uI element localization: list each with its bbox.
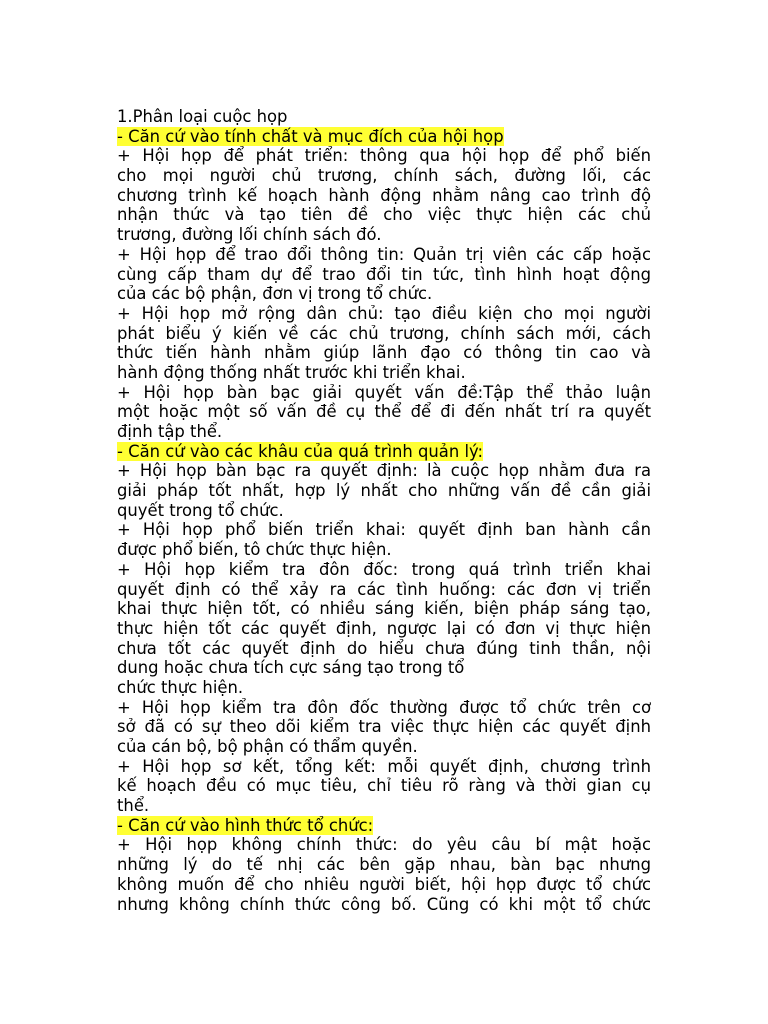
paragraph-line: + Hội họp không chính thức: do yêu câu bí mật hoặc (117, 835, 651, 855)
paragraph-line: phát biểu ý kiến về các chủ trương, chính sách mới, cách (117, 323, 651, 343)
section-heading (117, 816, 651, 836)
paragraph-line: cùng cấp tham dự để trao đổi tin tức, tình hình hoạt động (117, 264, 651, 284)
paragraph-line: hành động thống nhất trước khi triển khai. (117, 362, 466, 382)
paragraph-line: cho mọi người chủ trương, chính sách, đường lối, các (117, 166, 651, 186)
heading-text: - Căn cứ vào các khâu của quá trình quản lý: (117, 441, 484, 461)
paragraph-line: quyết trong tổ chức. (117, 500, 284, 520)
paragraph-line: + Hội họp sơ kết, tổng kết: mỗi quyết định, chương trình (117, 756, 651, 776)
section-heading (117, 442, 651, 462)
paragraph-line: thực hiện tốt các quyết định, ngược lại có đơn vị thực hiện (117, 618, 651, 638)
paragraph-line: trương, đường lối chính sách đó. (117, 225, 382, 245)
paragraph-line: dung hoặc chưa tích cực sáng tạo trong tổ (117, 658, 465, 678)
paragraph-line: thức tiến hành nhằm giúp lãnh đạo có thông tin cao và (117, 343, 651, 363)
paragraph-line: + Hội họp phổ biến triển khai: quyết định ban hành cần (117, 520, 651, 540)
paragraph-line: chương trình kế hoạch hành động nhằm nâng cao trình độ (117, 185, 651, 205)
paragraph-line: + Hội họp kiểm tra đôn đốc thường được tổ chức trên cơ (117, 697, 651, 717)
paragraph-line: + Hội họp bàn bạc ra quyết định: là cuộc họp nhằm đưa ra (117, 461, 651, 481)
paragraph-line: nhưng không chính thức công bố. Cũng có khi một tổ chức (117, 894, 651, 914)
paragraph-line: của các bộ phận, đơn vị trong tổ chức. (117, 284, 433, 304)
paragraph-line: chưa tốt các quyết định do hiểu chưa đúng tinh thần, nội (117, 638, 651, 658)
heading-text: - Căn cứ vào hình thức tổ chức: (117, 815, 374, 835)
paragraph-line: nhận thức và tạo tiên đề cho việc thực hiện các chủ (117, 205, 651, 225)
section-heading (117, 127, 651, 147)
paragraph-line: thể. (117, 796, 150, 816)
paragraph-line: được phổ biến, tô chức thực hiện. (117, 540, 392, 560)
paragraph-line: + Hội họp để trao đổi thông tin: Quản trị viên các cấp hoặc (117, 244, 651, 264)
paragraph-line: kế hoạch đều có mục tiêu, chỉ tiêu rõ ràng và thời gian cụ (117, 776, 651, 796)
paragraph-line: khai thực hiện tốt, có nhiều sáng kiến, biện pháp sáng tạo, (117, 599, 651, 619)
document-page (117, 107, 651, 914)
paragraph-line: + Hội họp mở rộng dân chủ: tạo điều kiện cho mọi người (117, 303, 651, 323)
heading-text: - Căn cứ vào tính chất và mục đích của hội họp (117, 126, 504, 146)
paragraph-line: + Hội họp kiểm tra đôn đốc: trong quá trình triển khai (117, 559, 651, 579)
document-title: 1.Phân loại cuộc họp (117, 107, 288, 126)
paragraph-line: của cán bộ, bộ phận có thẩm quyền. (117, 737, 418, 756)
paragraph-line: định tập thể. (117, 422, 223, 441)
paragraph-line: một hoặc một số vấn đề cụ thể để đi đến nhất trí ra quyết (117, 402, 651, 422)
paragraph-line: chức thực hiện. (117, 677, 244, 697)
paragraph-line: những lý do tế nhị các bên gặp nhau, bàn bạc nhưng (117, 855, 651, 875)
paragraph-line: giải pháp tốt nhất, hợp lý nhất cho những vấn đề cần giải (117, 481, 651, 501)
paragraph-line: không muốn để cho nhiêu người biết, hội họp được tổ chức (117, 874, 651, 894)
paragraph-line: + Hội họp bàn bạc giải quyết vấn đề:Tập thể thảo luận (117, 382, 651, 402)
paragraph-line: quyết định có thể xảy ra các tình huống: các đơn vị triển (117, 579, 651, 599)
paragraph-line: + Hội họp để phát triển: thông qua hội họp để phổ biến (117, 146, 651, 166)
paragraph-line: sở đã có sự theo dõi kiểm tra việc thực hiện các quyết định (117, 717, 651, 737)
